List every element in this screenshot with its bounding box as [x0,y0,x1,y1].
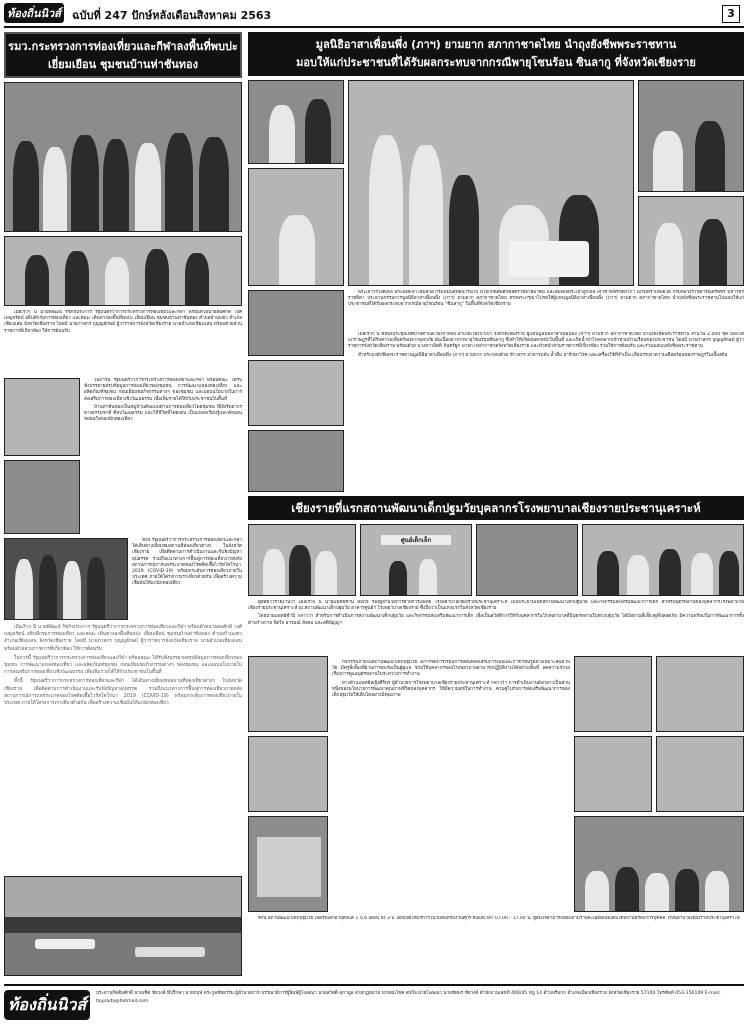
left-paragraph-4-part: ทั้งนี้ รัฐมนตรีว่าการกระทรวงการท่องเที่ยวและกีฬา ได้เดินทางเยี่ยมชมสถานที่ท่องเที่ยวต่างๆ ในจังหวัดเชียงราย เพื่อติดตามการดำเนินงานและรับฟังปัญหาอุปสรรค รวมถึงแนวทางการฟื้นฟูการท่องเที่ยวภายหลังสถานการณ์การแพร่ระบาดของโรคติดเชื้อไวรัสโคโรนา 2019 (COVID-19) พร้อมกระตุ้นการท่องเที่ยวภายในประเทศ ภายใต้โครงการเราเที่ยวด้วยกัน เพื่อสร้างความเชื่อมั่นให้แก่นักท่องเที่ยว [132,538,242,587]
left-article-text-4 [4,624,242,872]
photo-staff-with-children [582,524,744,596]
photo-donation-ceremony-main [348,80,634,286]
left-article-headline [4,32,242,78]
photo-kids-room [476,524,578,596]
photo-award-2 [656,656,744,732]
left-paragraph-3: บ้านห่าชันทองเป็นหมู่บ้านต้นแบบด้านการท่องเที่ยวโดยชุมชน ที่มีทรัพยากรทางธรรมชาติ ศิลปวัฒนธรรม และวิถีชีวิตที่โดดเด่น เป็นแหล่งเรียนรู้และพักผ่อนหย่อนใจของนักท่องเที่ยว [84,404,242,423]
right2-paragraph-3: กิจกรรมภายในสถานพัฒนาเด็กปฐมวัย มีการจัดการเรียนการสอนที่ส่งเสริมการเล่นและการเรียนรู้อย่างเหมาะสมตามวัย มีครูพี่เลี้ยงที่ผ่านการอบรมเป็นผู้ดูแล ช่วยให้บุคลากรของโรงพยาบาลสามารถปฏิบัติงานได้อย่างเต็มที่ ลดความกังวลเรื่องการดูแลบุตรหลานในระหว่างการทำงาน [332,660,570,678]
daycare-sign: ศูนย์เด็กเล็ก [381,535,451,545]
footer-logo: ท้องถิ่นนิวส์ [4,990,90,1020]
left-paragraph-continued: เมื่อเร็วๆ นี้ นายพิพัฒน์ รัชกิจประการ รัฐมนตรีว่าการกระทรวงการท่องเที่ยวและกีฬา พร้อมด้วยนายสมศักดิ์ วงศ์เบญจรัตน์ อธิบดีกรมการท่องเที่ยว และคณะ เดินทางลงพื้นที่พบปะ เยี่ยมเยือน ชุมชนบ้านห่าชันทอง ตำบลบ้านแซว อำเภอเชียงแสน จังหวัดเชียงราย โดยมี นายภาสกร บุญญลักษม์ ผู้ว่าราชการจังหวัดเชียงราย นายอำเภอเชียงแสน พร้อมด้วยส่วนราชการที่เกี่ยวข้อง ให้การต้อนรับ [4,625,242,652]
left-paragraph-continued-2: ในการนี้ รัฐมนตรีว่าการกระทรวงการท่องเที่ยวและกีฬา พร้อมคณะ ได้รับฟังบรรยายสรุปข้อมูลการท่องเที่ยวของชุมชน การพัฒนาแหล่งท่องเที่ยว และผลิตภัณฑ์ชุมชน ก่อนเยี่ยมชมกิจกรรมต่างๆ ของชุมชน และมอบนโยบายในการส่งเสริมการท่องเที่ยวเชิงวัฒนธรรม เพื่อเพิ่มรายได้ให้กับประชาชนในพื้นที่ [4,655,242,676]
issue-info: ฉบับที่ 247 ปักษ์หลังเดือนสิงหาคม 2563 [72,9,272,22]
right2-paragraph-1: ผู้สื่อข่าวรายงานว่า เมื่อเร็วๆ นี้ นายแพทย์ชำนิ ลิ้มกิจ รองผู้อำนวยการฝ่ายการแพทย์ โรงพยาบาลเชียงรายประชานุเคราะห์ เป็นประธานเปิดสถานพัฒนาเด็กปฐมวัย และกิจกรรมส่งเสริมพัฒนาการเด็ก สำหรับบุตรหลานของบุคลากรโรงพยาบาลเชียงรายประชานุเคราะห์ ณ สถานพัฒนาเด็กปฐมวัย อาคารศูนย์ฯ โรงพยาบาลเชียงราย ซึ่งถือว่าเป็นแห่งแรกในจังหวัดเชียงราย [248,600,744,612]
photo-group-audience [574,816,744,912]
right-article-2-text-1 [248,600,744,654]
left-article-text-2 [84,378,242,534]
photo-award-4 [656,736,744,812]
left-paragraph-1: เมื่อเร็วๆ นี้ นายพิพัฒน์ รัชกิจประการ รัฐมนตรีว่าการกระทรวงการท่องเที่ยวและกีฬา พร้อมด้วยนายสมศักดิ์ วงศ์เบญจรัตน์ อธิบดีกรมการท่องเที่ยว และคณะ เดินทางลงพื้นที่พบปะ เยี่ยมเยือน ชุมชนบ้านห่าชันทอง ตำบลบ้านแซว อำเภอเชียงแสน จังหวัดเชียงราย โดยมี นายภาสกร บุญญลักษม์ ผู้ว่าราชการจังหวัดเชียงราย นายอำเภอเชียงแสน พร้อมด้วยส่วนราชการที่เกี่ยวข้อง ให้การต้อนรับ [4,310,242,334]
photo-certificate-1 [248,656,328,732]
photo-locals [4,460,80,534]
photo-seated-guests [4,378,80,456]
photo-award-1 [574,656,652,732]
photo-officials-standing [248,290,344,356]
right-article-2-text-3 [248,916,744,980]
photo-villagers [248,430,344,492]
right-headline-1-line1: มูลนิธิอาสาเพื่อนพึ่ง (ภาฯ) ยามยาก สภากาชาดไทย นำถุงยังชีพพระราชทาน [315,38,677,51]
left-paragraph-2: ในการนี้ รัฐมนตรีว่าการกระทรวงการท่องเที่ยวและกีฬา พร้อมคณะ ได้รับฟังบรรยายสรุปข้อมูลการท่องเที่ยวของชุมชน การพัฒนาแหล่งท่องเที่ยว และผลิตภัณฑ์ชุมชน ก่อนเยี่ยมชมกิจกรรมต่างๆ ของชุมชน และมอบนโยบายในการส่งเสริมการท่องเที่ยวเชิงวัฒนธรรม เพื่อเพิ่มรายได้ให้กับประชาชนในพื้นที่ [84,378,242,402]
photo-handover [638,196,744,286]
page-number: 3 [722,5,740,23]
right1-paragraph-2: เมื่อเร็วๆ นี้ ที่ห้องประชุมเทศบาลตำบลเวียงกาหลง อำเภอเวียงป่าเป้า จังหวัดเชียงราย ผู้แทนมูลนิธิอาสาเพื่อนพึ่ง (ภาฯ) ยามยาก สภากาชาดไทย นำถุงยังชีพพระราชทาน จำนวน 2,000 ชุด มอบให้แก่ราษฎรที่ได้รับความเดือดร้อนจากอุทกภัย อันเนื่องมาจากพายุโซนร้อนซินลากู ซึ่งทำให้เกิดฝนตกหนักในพื้นที่ และเกิดน้ำป่าไหลหลากเข้าท่วมบ้านเรือนของประชาชน โดยมี นายภาสกร บุญญลักษม์ ผู้ว่าราชการจังหวัดเชียงราย พร้อมด้วย นางสาวจิตติ จันทร์ผูก นายก เหล่ากาชาดจังหวัดเชียงราย และหัวหน้าส่วนราชการที่เกี่ยวข้อง ร่วมให้การต้อนรับ และร่วมมอบถุงยังชีพพระราชทาน [348,332,744,350]
photo-award-3 [574,736,652,812]
newspaper-logo: ท้องถิ่นนิวส์ [4,3,64,23]
right-article-1-text-1 [348,290,744,328]
photo-officials-group [4,82,242,232]
left-headline-line2: เยี่ยมเยือน ชุมชนบ้านห่าชันทอง [47,58,199,71]
photo-bags-row [638,80,744,192]
left-headline-line1: รมว.กระทรวงการท่องเที่ยวและกีฬาลงพื้นที่พบปะ [8,40,238,53]
photo-river-boats [4,876,242,976]
right2-paragraph-4: ทางด้านแพทย์หญิงศิริพร ผู้อำนวยการโรงพยาบาลเชียงรายประชานุเคราะห์ กล่าวว่า การดำเนินงานดังกล่าวเป็นส่วนหนึ่งของนโยบายการพัฒนาคุณภาพชีวิตของบุคลากร ให้มีความสุขในการทำงาน ควบคู่ไปกับการส่งเสริมพัฒนาการของเด็กปฐมวัยให้เติบโตอย่างมีคุณภาพ [332,680,570,699]
right-headline-1-line2: มอบให้แก่ประชาชนที่ได้รับผลกระทบจากกรณีพายุโซนร้อน ซินลากู ที่จังหวัดเชียงราย [296,56,696,69]
photo-community-meeting [4,236,242,306]
left-article [4,32,242,980]
left-paragraph-continued-3: ทั้งนี้ รัฐมนตรีว่าการกระทรวงการท่องเที่ยวและกีฬา ได้เดินทางเยี่ยมชมสถานที่ท่องเที่ยวต่างๆ ในจังหวัดเชียงราย เพื่อติดตามการดำเนินงานและรับฟังปัญหาอุปสรรค รวมถึงแนวทางการฟื้นฟูการท่องเที่ยวภายหลังสถานการณ์การแพร่ระบาดของโรคติดเชื้อไวรัสโคโรนา 2019 (COVID-19) พร้อมกระตุ้นการท่องเที่ยวภายในประเทศ ภายใต้โครงการเราเที่ยวด้วยกัน เพื่อสร้างความเชื่อมั่นให้แก่นักท่องเที่ยว [4,679,242,707]
right1-paragraph-1: พระเจ้าวรวงศ์เธอ พระองค์เจ้าโสมสวลี กรมหมื่นสุทธนารีนาถ นายกกิตติมศักดิ์สตรีวิทยาสมาคม และสมเด็จพระเจ้าลูกเธอ เจ้าฟ้าพัชรกิติยาภา นเรนทิราเทพยวดี กรมหลวงราชสาริณีสิริพัชร มหาวัชรราชธิดา ประธานกรรมการมูลนิธิอาสาเพื่อนพึ่ง (ภาฯ) ยามยาก สภากาชาดไทย ทรงพระกรุณาโปรดให้ผู้แทนมูลนิธิอาสาเพื่อนพึ่ง (ภาฯ) ยามยาก สภากาชาดไทย นำถุงยังชีพพระราชทานไปมอบให้แก่ประชาชนที่ได้รับผลกระทบจากกรณีพายุโซนร้อน "ซินลากู" ในพื้นที่จังหวัดเชียงราย [348,290,744,308]
left-article-text-3 [132,538,242,620]
photo-building [248,816,328,912]
header-divider [4,26,744,28]
right-article-2-text-2 [332,660,570,912]
photo-kneeling-official [248,168,344,286]
right-article-1-text-2 [348,332,744,492]
left-article-text-1 [4,310,242,374]
right2-paragraph-2: โดยนายแพทย์ชำนิ กล่าวว่า สำหรับการดำเนินการสถานพัฒนาเด็กปฐมวัย และกิจกรรมส่งเสริมพัฒนาการเด็ก เพื่อเป็นสวัสดิการให้กับบุคลากรในโรงพยาบาลที่มีบุตรหลานในช่วงปฐมวัย ได้มีสถานที่เลี้ยงดูที่ปลอดภัย มีความพร้อมในการพัฒนาการทั้งด้านร่างกาย จิตใจ อารมณ์ สังคม และสติปัญญา [248,614,744,626]
masthead [0,0,748,26]
footer-imprint: ประธานกิตติมศักดิ์ นายเชิด ชัยวงค์ ที่ปรึกษา นายกฤษ์ ตระกูลชัยธรรม ผู้อำนวยการ-บรรณาธิการผู้พิมพ์ผู้โฆษณา นายสวัสดิ์ สุภามูล ฝ่ายกฎหมาย นายสมโชค สุขใจ ฝ่ายโฆษณา นายชัยพร ชัยวงค์ สำนักงานเลขที่ 400/45 หมู่ 14 ตำบลริมกก อำเภอเมืองเชียงราย จังหวัดเชียงราย 57100 โทรศัพท์ 053-150149 E-mail: tayjrada@hotmail.com [96,991,721,1004]
photo-ribbon-cutting [248,524,356,596]
photo-relief-bags [248,360,344,426]
right-article-1-headline [248,32,744,76]
right-article-2-headline: เชียงรายที่แรกสถานพัฒนาเด็กปฐมวัยบุคลากรโรงพยาบาลเชียงรายประชานุเคราะห์ [248,496,744,520]
photo-certificate-2 [248,736,328,812]
photo-monks-receive [248,80,344,164]
footer [4,984,744,1024]
right2-paragraph-5: ทั้งนี้ สถานพัฒนาเด็กปฐมวัย เปิดรับเด็กอายุตั้งแต่ 1 ปี 6 เดือน ถึง 3 ปี โดยเปิดให้บริการในวันจันทร์ถึงวันศุกร์ ตั้งแต่เวลา 07.00 - 17.00 น. ผู้สนใจสามารถสอบถามรายละเอียดเพิ่มเติมได้ที่งานทรัพยากรบุคคล โรงพยาบาลเชียงรายประชานุเคราะห์ [258,916,740,921]
right1-paragraph-3: สำหรับถุงยังชีพพระราชทานมูลนิธิอาสาเพื่อนพึ่ง (ภาฯ) ยามยาก ประกอบด้วย ข้าวสาร อาหารแห้ง น้ำดื่ม ยารักษาโรค และเครื่องใช้ที่จำเป็น เพื่อบรรเทาความเดือดร้อนของราษฎรในเบื้องต้น [358,352,728,358]
photo-cultural-dancers [4,538,128,620]
photo-center-entrance [360,524,472,596]
